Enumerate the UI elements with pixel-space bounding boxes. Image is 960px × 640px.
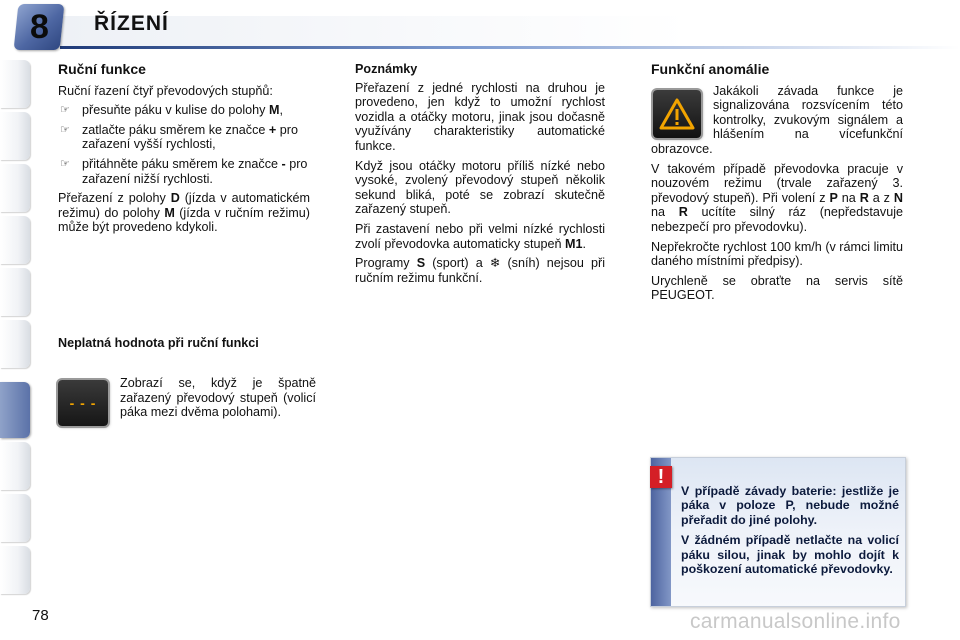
text-run: a z [868,190,894,205]
warning-triangle-icon [653,90,701,138]
text-run-bold: R [678,205,688,220]
warning-paragraph: V žádném případě netlačte na volicí páku silou, jinak by mohlo dojít k poškození automatické převodovky. [681,533,899,577]
invalid-gear-block [58,376,316,426]
invalid-value-heading: Neplatná hodnota při ruční funkci [58,336,259,350]
list-item-bold: - [281,156,286,171]
text-run-bold: P [829,190,838,205]
list-item-after: pro zařazení vyšší rychlosti, [82,122,298,152]
list-item [58,103,310,118]
header-background [60,16,960,46]
pointing-hand-icon: ☞ [60,104,70,117]
text-run: (jízda v ručním režimu) může být provedeno kdykoli. [58,205,310,235]
pointing-hand-icon: ☞ [60,123,70,136]
warning-paragraph: V případě závady baterie: jestliže je páka v poloze P, nebude možné přeřadit do jiné polohy. [681,484,899,527]
chapter-tab[interactable] [0,60,30,108]
text-run: na [651,205,679,220]
list-item-bold: + [268,122,277,137]
invalid-value-section [58,336,314,355]
chapter-tab[interactable] [0,112,30,160]
page-number: 78 [32,607,49,624]
chapter-tab-active[interactable] [0,382,30,438]
text-run: na [837,190,860,205]
chapter-tab[interactable] [0,216,30,264]
chapter-tab[interactable] [0,268,30,316]
list-item-after: pro zařazení nižší rychlosti. [82,156,308,186]
text-run-bold: N [893,190,903,205]
notes-heading: Poznámky [355,62,418,76]
chapter-tab[interactable] [0,320,30,368]
chapter-tab[interactable] [0,442,30,490]
malfunction-paragraph: Jakákoli závada funkce je signalizována rozsvícením této kontrolky, zvukovým signálem a hlášením na vícefunkční obrazovce. [651,83,903,156]
text-run: Při zastavení nebo při velmi nízké rychlosti zvolí převodovka automaticky stupeň [355,221,605,251]
header-underline [60,46,960,49]
text-run: (sport) a ❄ (sníh) nejsou při ručním režimu funkční. [355,256,605,285]
text-run: Přeřazení z polohy [58,191,171,206]
list-item-bold: M [268,103,280,118]
chapter-tab[interactable] [0,164,30,212]
watermark: carmanualsonline.info [690,610,901,633]
chapter-badge [14,4,65,50]
malfunction-paragraph: Nepřekročte rychlost 100 km/h (v rámci limitu daného místními předpisy). [651,239,903,269]
list-item [58,123,310,152]
list-item-text: přitáhněte páku směrem ke značce [82,156,282,171]
right-column [651,62,903,308]
manual-intro: Ruční řazení čtyř převodových stupňů: [58,83,273,98]
list-item-text: zatlačte páku směrem ke značce [82,122,269,137]
list-item-after: , [279,103,283,118]
pointing-hand-icon: ☞ [60,157,70,170]
notes-paragraph [355,256,605,285]
text-run-bold: M1 [565,236,583,251]
text-run: V takovém případě převodovka pracuje v nouzovém režimu (trvale zařazený 3. převodový stupeň). Při volení z [651,161,903,205]
mode-change-paragraph [58,191,310,235]
chapter-tab[interactable] [0,546,30,594]
chapter-number: 8 [29,7,49,46]
text-run: (jízda v automatickém režimu) do polohy [58,191,310,220]
list-item [58,157,310,186]
list-item-text: přesuňte páku v kulise do polohy [82,103,269,118]
notes-paragraph: Když jsou otáčky motoru příliš nízké nebo vysoké, zvolený převodový stupeň několik sekund bliká, poté se zobrazí skutečně zařazený stupeň. [355,158,605,217]
text-run: ucítíte silný ráz (nepředstavuje nebezpečí pro převodovku). [651,205,904,234]
text-run: . [582,236,587,251]
middle-column [355,62,605,290]
text-run-bold: D [170,191,180,206]
text-run-bold: R [859,190,869,205]
warning-box [650,457,906,607]
left-column [58,62,310,240]
malfunction-heading: Funkční anomálie [651,61,770,77]
text-run: Programy [355,256,417,271]
text-run-bold: S [416,256,426,271]
malfunction-paragraph [651,162,903,235]
warning-box-text [681,484,899,582]
chapter-tab[interactable] [0,494,30,542]
section-title: ŘÍZENÍ [94,12,169,35]
exclamation-icon: ! [650,466,672,488]
notes-paragraph: Přeřazení z jedné rychlosti na druhou je provedeno, jen když to umožní rychlost vozidla a otáčky motoru, jinak jsou dočasně využívány charakteristiky automatické funkce. [355,80,605,153]
text-run-bold: M [164,205,175,220]
gear-display-icon: - - - [58,380,108,426]
manual-function-heading: Ruční funkce [58,61,146,77]
invalid-gear-text: Zobrazí se, když je špatně zařazený převodový stupeň (volicí páka mezi dvěma polohami). [120,376,316,420]
notes-paragraph [355,222,605,251]
malfunction-paragraph: Urychleně se obraťte na servis sítě PEUGEOT. [651,273,903,303]
